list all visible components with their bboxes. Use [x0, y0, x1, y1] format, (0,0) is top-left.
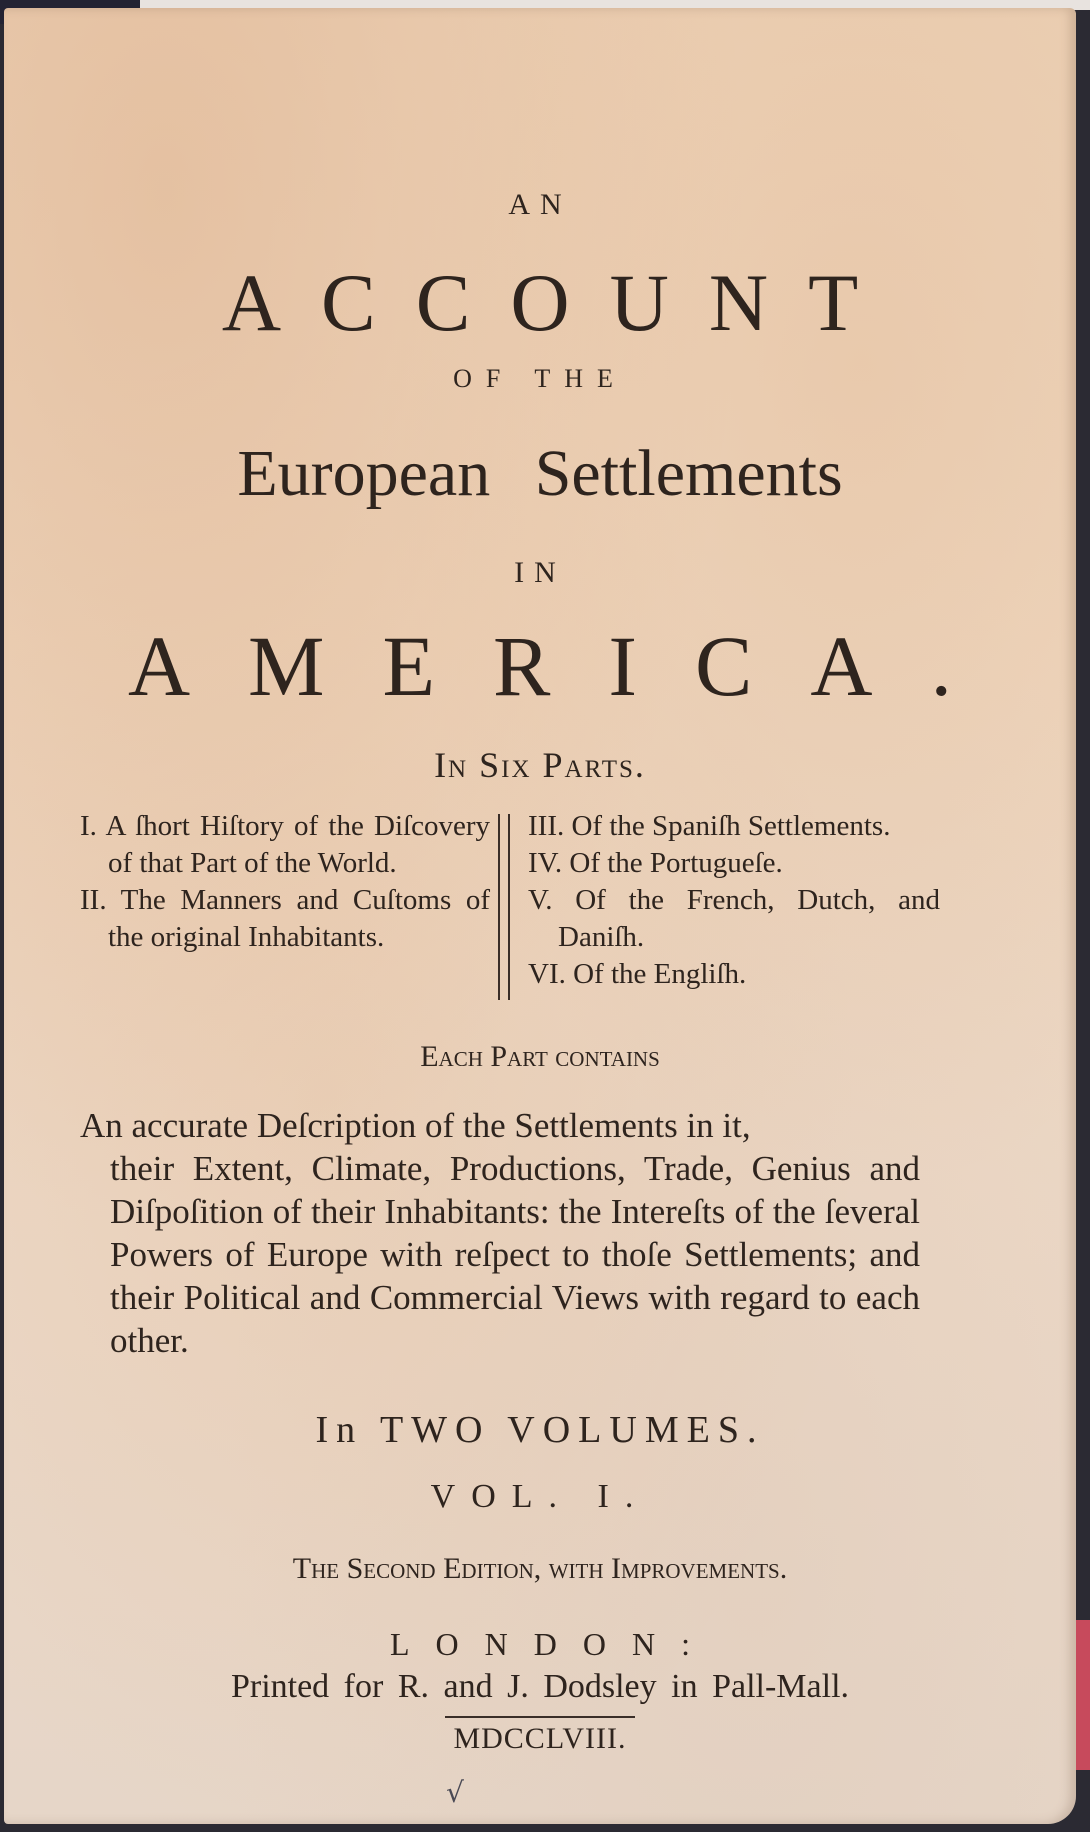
title-european-settlements: European Settlements — [237, 437, 843, 510]
part-numeral: II. — [80, 884, 107, 916]
title-account: ACCOUNT — [221, 257, 899, 348]
title-of-the: OF THE — [453, 364, 627, 393]
part-text: Of the French, Dutch, and Daniſh. — [558, 884, 940, 953]
imprint-year: MDCCLVIII. — [445, 1716, 634, 1756]
volume-number: VOL. I. — [430, 1478, 650, 1515]
title-in: IN — [514, 556, 566, 589]
in-two-volumes: In TWO VOLUMES. — [315, 1409, 765, 1451]
parts-column-left — [80, 808, 490, 1000]
title-an: AN — [508, 188, 572, 221]
part-numeral: I. — [80, 810, 97, 842]
parts-column-right — [518, 808, 940, 1000]
description-paragraph — [80, 1104, 920, 1362]
description-body: their Extent, Climate, Productions, Trade, Genius and Diſpoſition of their Inhabitants: the Intereſts of the ſeveral Powers of Europe with reſpect to thoſe Settlements; and their Political and Commercial Views with regard to each other. — [110, 1149, 920, 1360]
part-item — [528, 882, 940, 956]
part-numeral: III. — [528, 810, 565, 842]
double-rule-divider — [498, 814, 510, 1000]
part-item — [80, 882, 490, 956]
description-first-line: An accurate Deſcription of the Settlements in it, — [80, 1106, 751, 1145]
part-numeral: VI. — [528, 958, 566, 990]
imprint-year-wrap — [4, 1716, 1076, 1756]
part-item — [80, 808, 490, 882]
part-text: A ſhort Hiſtory of the Diſcovery of that Part of the World. — [105, 810, 490, 879]
part-numeral: V. — [528, 884, 553, 916]
title-page — [4, 8, 1076, 1824]
background-red-edge — [1076, 1620, 1090, 1770]
imprint-city: LONDON: — [390, 1626, 716, 1662]
part-text: Of the Portugueſe. — [569, 847, 783, 879]
part-text: Of the Engliſh. — [573, 958, 747, 990]
part-text: The Manners and Cuſtoms of the original Inhabitants. — [108, 884, 490, 953]
each-part-contains: Each Part contains — [420, 1040, 660, 1073]
part-item — [528, 808, 940, 845]
parts-list — [80, 808, 940, 1000]
edition-statement: The Second Edition, with Improvements. — [292, 1552, 788, 1585]
in-six-parts: In Six Parts. — [434, 745, 646, 785]
part-item — [528, 845, 940, 882]
title-america: AMERICA. — [127, 618, 1011, 714]
part-text: Of the Spaniſh Settlements. — [571, 810, 891, 842]
checkmark-annotation-icon: √ — [446, 1776, 464, 1809]
part-item — [528, 956, 940, 993]
imprint-printer: Printed for R. and J. Dodsley in Pall-Mall. — [230, 1668, 850, 1705]
part-numeral: IV. — [528, 847, 563, 879]
